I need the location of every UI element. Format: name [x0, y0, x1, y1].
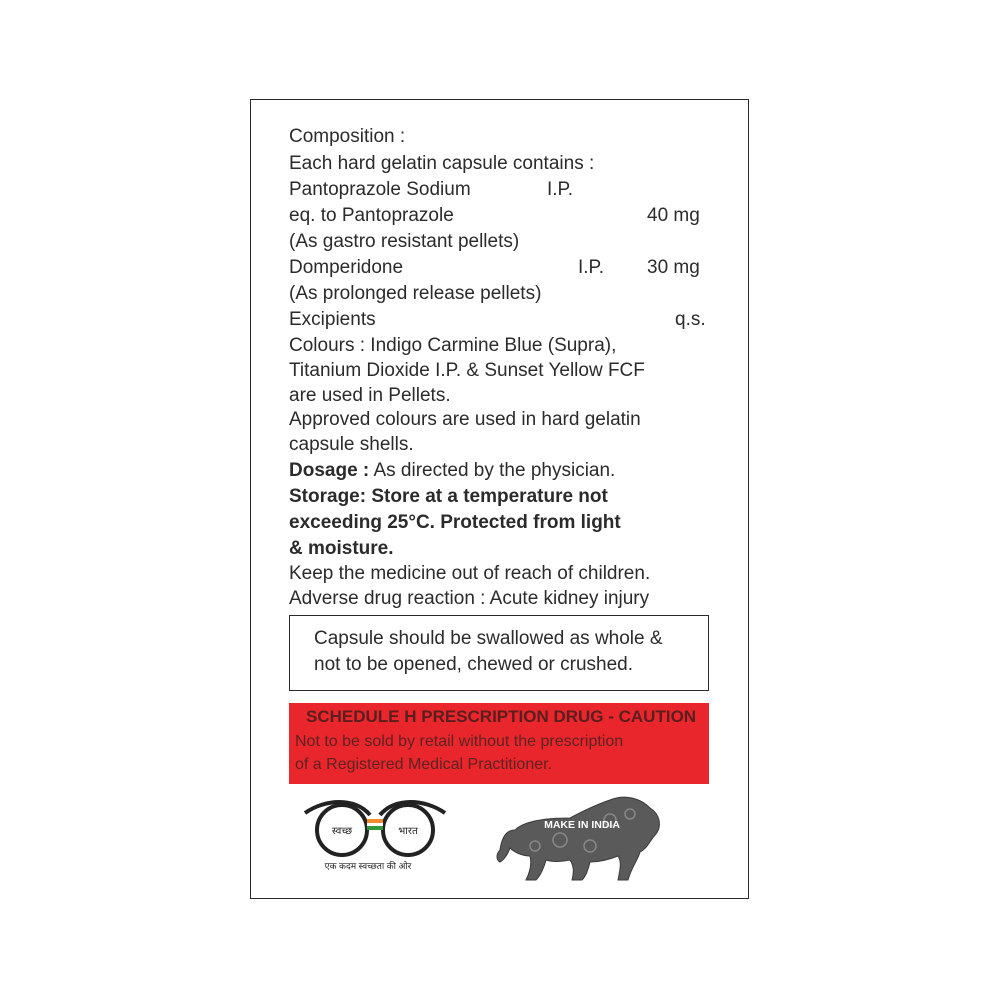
- swachh-bharat-logo: [300, 795, 450, 885]
- swachh-left-text: स्वच्छ: [331, 826, 353, 837]
- ingredient-2-standard: I.P.: [578, 257, 605, 278]
- dosage-line: [289, 458, 615, 484]
- make-in-india-text: MAKE IN INDIA: [544, 819, 620, 831]
- ingredient-1-standard: I.P.: [547, 179, 574, 200]
- swachh-right-text: भारत: [398, 826, 418, 837]
- ingredient-1-name: Pantoprazole Sodium: [289, 179, 471, 200]
- ingredient-1-dose: 40 mg: [647, 205, 700, 226]
- schedule-h-line-2: of a Registered Medical Practitioner.: [295, 756, 553, 773]
- make-in-india-logo: [490, 790, 670, 885]
- ingredient-1-note: (As gastro resistant pellets): [289, 231, 520, 252]
- schedule-h-heading: SCHEDULE H PRESCRIPTION DRUG - CAUTION: [306, 707, 697, 726]
- excipients-quantity: q.s.: [675, 309, 706, 330]
- ingredient-2-dose: 30 mg: [647, 257, 700, 278]
- capsule-warning-box: [289, 615, 709, 691]
- swachh-tagline: एक कदम स्वच्छता की ओर: [324, 861, 412, 871]
- dosage-label: Dosage :: [289, 460, 370, 481]
- ingredient-1-equivalent: eq. to Pantoprazole: [289, 205, 454, 226]
- ingredient-2-name: Domperidone: [289, 257, 404, 278]
- storage-line-2: exceeding 25°C. Protected from light: [289, 512, 621, 533]
- composition-intro: Each hard gelatin capsule contains :: [289, 153, 595, 174]
- storage-line-3: & moisture.: [289, 538, 394, 559]
- colours-line-3: are used in Pellets.: [289, 385, 451, 406]
- colours-line-2: Titanium Dioxide I.P. & Sunset Yellow FCF: [289, 360, 645, 381]
- excipients-label: Excipients: [289, 309, 376, 330]
- ingredient-2-note: (As prolonged release pellets): [289, 283, 542, 304]
- composition-heading: Composition :: [289, 126, 406, 147]
- capsule-warning-line-1: Capsule should be swallowed as whole &: [314, 628, 663, 649]
- keep-out-of-reach: Keep the medicine out of reach of children.: [289, 563, 651, 584]
- dosage-text: As directed by the physician.: [373, 460, 616, 481]
- schedule-h-box: [289, 703, 709, 784]
- approved-colours-line-1: Approved colours are used in hard gelatin: [289, 409, 641, 430]
- adverse-reaction: Adverse drug reaction : Acute kidney injury: [289, 588, 650, 609]
- schedule-h-line-1: Not to be sold by retail without the prescription: [295, 733, 624, 750]
- colours-line-1: Colours : Indigo Carmine Blue (Supra),: [289, 335, 617, 356]
- capsule-warning-line-2: not to be opened, chewed or crushed.: [314, 654, 634, 675]
- storage-line-1: Storage: Store at a temperature not: [289, 486, 608, 507]
- approved-colours-line-2: capsule shells.: [289, 434, 414, 455]
